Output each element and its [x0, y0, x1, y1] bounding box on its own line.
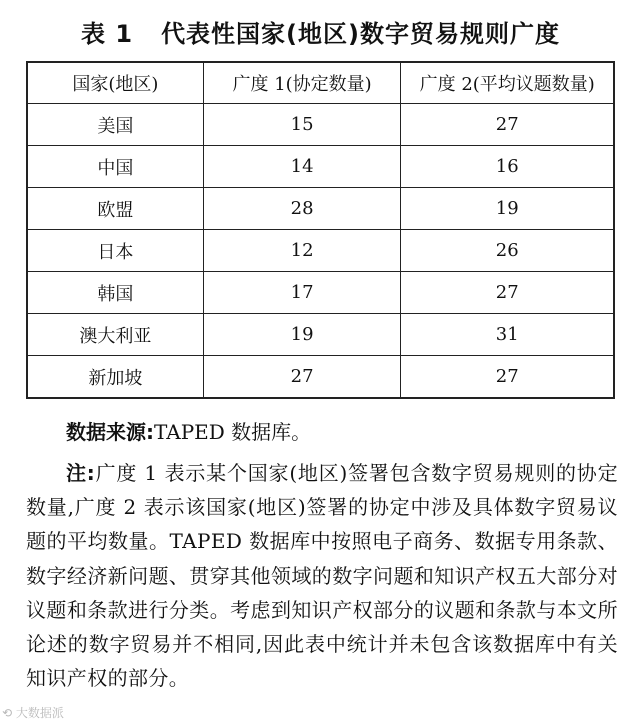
data-source-text: TAPED 数据库。 — [154, 420, 312, 444]
table-row — [27, 272, 614, 314]
column-header-breadth-2: 广度 2(平均议题数量) — [401, 62, 614, 104]
note-label: 注: — [66, 461, 96, 485]
table-row — [27, 314, 614, 356]
cell-breadth-2: 27 — [401, 104, 614, 146]
column-header-breadth-1: 广度 1(协定数量) — [203, 62, 401, 104]
cell-region: 日本 — [27, 230, 203, 272]
cell-breadth-2: 26 — [401, 230, 614, 272]
cell-breadth-2: 31 — [401, 314, 614, 356]
watermark-icon: ⟲ — [2, 706, 16, 720]
cell-region: 新加坡 — [27, 356, 203, 399]
cell-region: 中国 — [27, 146, 203, 188]
data-source — [66, 416, 311, 445]
data-source-label: 数据来源: — [66, 420, 154, 444]
cell-region: 澳大利亚 — [27, 314, 203, 356]
cell-region: 欧盟 — [27, 188, 203, 230]
cell-breadth-2: 19 — [401, 188, 614, 230]
table-row — [27, 188, 614, 230]
watermark-text: 大数据派 — [15, 706, 64, 720]
column-header-region: 国家(地区) — [27, 62, 203, 104]
cell-breadth-1: 15 — [203, 104, 401, 146]
table-row — [27, 356, 614, 399]
table-title-text: 代表性国家(地区)数字贸易规则广度 — [161, 20, 560, 48]
table-label: 表 1 — [81, 20, 134, 48]
table-row — [27, 146, 614, 188]
cell-breadth-1: 28 — [203, 188, 401, 230]
cell-breadth-1: 14 — [203, 146, 401, 188]
cell-breadth-1: 19 — [203, 314, 401, 356]
cell-breadth-2: 16 — [401, 146, 614, 188]
table-row — [27, 104, 614, 146]
table-header-row — [27, 62, 614, 104]
cell-breadth-1: 17 — [203, 272, 401, 314]
cell-region: 美国 — [27, 104, 203, 146]
table-row — [27, 230, 614, 272]
cell-region: 韩国 — [27, 272, 203, 314]
cell-breadth-1: 12 — [203, 230, 401, 272]
watermark — [2, 704, 64, 721]
table-title — [0, 14, 641, 49]
cell-breadth-1: 27 — [203, 356, 401, 399]
cell-breadth-2: 27 — [401, 356, 614, 399]
data-table — [26, 61, 615, 399]
cell-breadth-2: 27 — [401, 272, 614, 314]
note-text: 广度 1 表示某个国家(地区)签署包含数字贸易规则的协定数量,广度 2 表示该国家(地区)签署的协定中涉及具体数字贸易议题的平均数量。TAPED 数据库中按照电子商务、数据专用条款、数字经济新问题、贯穿其他领域的数字问题和知识产权五大部分对议题和条款进行分类。考虑到知识产权部分的议题和条款与本文所论述的数字贸易并不相同,因此表中统计并未包含该数据库中有关知识产权的部分。 — [26, 461, 618, 691]
table-note — [26, 456, 618, 695]
